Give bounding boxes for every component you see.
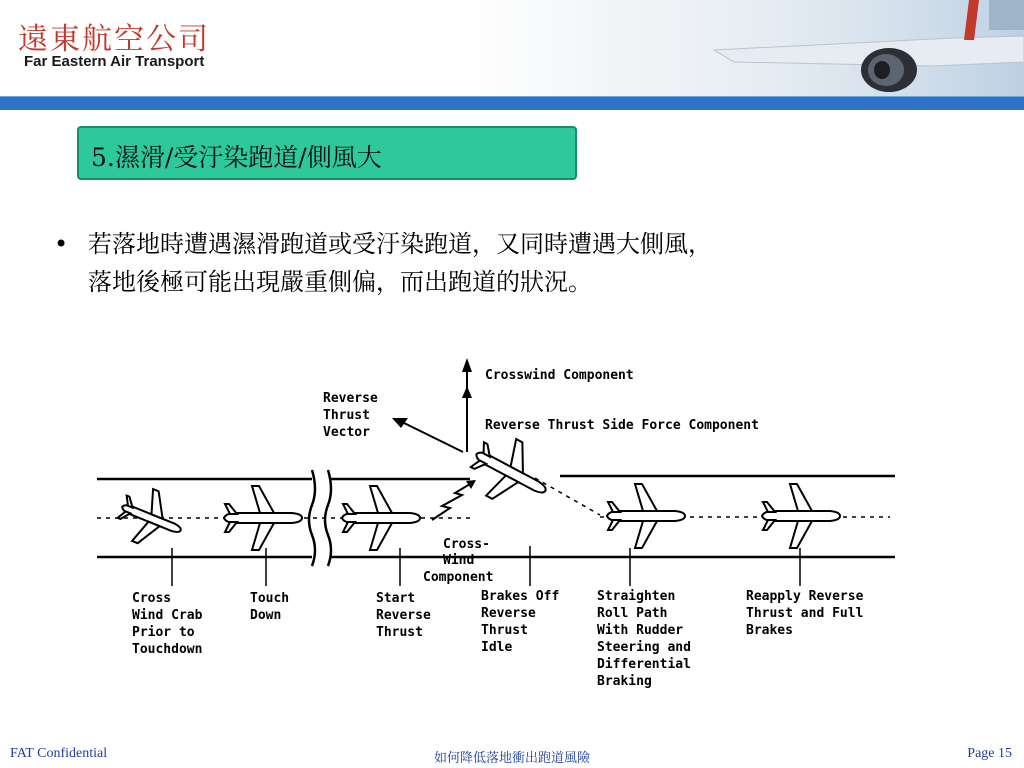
crosswind-landing-diagram bbox=[0, 350, 1024, 710]
stage-3-line-3: Thrust bbox=[376, 625, 423, 640]
stage-5-line-3: With Rudder bbox=[597, 623, 684, 638]
footer-title: 如何降低落地衝出跑道風險 bbox=[433, 751, 590, 766]
label-side-force-component: Reverse Thrust Side Force Component bbox=[485, 418, 759, 433]
company-logo-chinese: 遠東航空公司 bbox=[18, 22, 210, 57]
stage-4-line-2: Reverse bbox=[481, 606, 536, 621]
stage-5-line-6: Braking bbox=[597, 674, 652, 689]
stage-3-line-2: Reverse bbox=[376, 608, 431, 623]
stage-1-line-3: Prior to bbox=[132, 625, 195, 640]
stage-6-line-1: Reapply Reverse bbox=[746, 589, 864, 604]
stage-4-line-1: Brakes Off bbox=[481, 589, 560, 604]
bullet-paragraph bbox=[54, 225, 994, 301]
slide-title: 5.濕滑/受汙染跑道/側風大 bbox=[91, 143, 382, 172]
stage-5-line-2: Roll Path bbox=[597, 606, 668, 621]
stage-1-line-1: Cross bbox=[132, 591, 172, 606]
label-crosswind-comp-1: Cross- bbox=[443, 537, 490, 552]
stage-1-line-4: Touchdown bbox=[132, 642, 203, 657]
slide-header bbox=[0, 0, 1024, 96]
stage-3-line-1: Start bbox=[376, 591, 416, 606]
bullet-marker: • bbox=[54, 230, 69, 258]
label-reverse-vector-1: Reverse bbox=[323, 391, 378, 406]
stage-1-line-2: Wind Crab bbox=[132, 608, 203, 623]
stage-5-line-5: Differential bbox=[597, 657, 691, 672]
footer-confidential: FAT Confidential bbox=[10, 746, 108, 761]
label-reverse-vector-3: Vector bbox=[323, 425, 370, 440]
label-crosswind-comp-2: Wind bbox=[443, 553, 475, 568]
stage-4-line-4: Idle bbox=[481, 640, 513, 655]
bullet-line-1: 若落地時遭遇濕滑跑道或受汙染跑道，又同時遭遇大側風， bbox=[88, 230, 712, 258]
stage-2-line-2: Down bbox=[250, 608, 282, 623]
label-reverse-vector-2: Thrust bbox=[323, 408, 370, 423]
label-crosswind-comp-3: Component bbox=[423, 570, 494, 585]
page-number: Page 15 bbox=[967, 746, 1012, 761]
stage-5-line-1: Straighten bbox=[597, 589, 676, 604]
stage-5-line-4: Steering and bbox=[597, 640, 691, 655]
header-blue-band bbox=[0, 96, 1024, 110]
stage-6-line-3: Brakes bbox=[746, 623, 793, 638]
slide-title-box bbox=[77, 126, 577, 180]
bullet-line-2: 落地後極可能出現嚴重側偏，而出跑道的狀況。 bbox=[88, 268, 592, 296]
label-crosswind-component: Crosswind Component bbox=[485, 368, 634, 383]
stage-2-line-1: Touch bbox=[250, 591, 290, 606]
stage-4-line-3: Thrust bbox=[481, 623, 528, 638]
airplane-header-image bbox=[624, 0, 1024, 96]
company-logo-english: Far Eastern Air Transport bbox=[24, 53, 205, 70]
stage-6-line-2: Thrust and Full bbox=[746, 606, 864, 621]
